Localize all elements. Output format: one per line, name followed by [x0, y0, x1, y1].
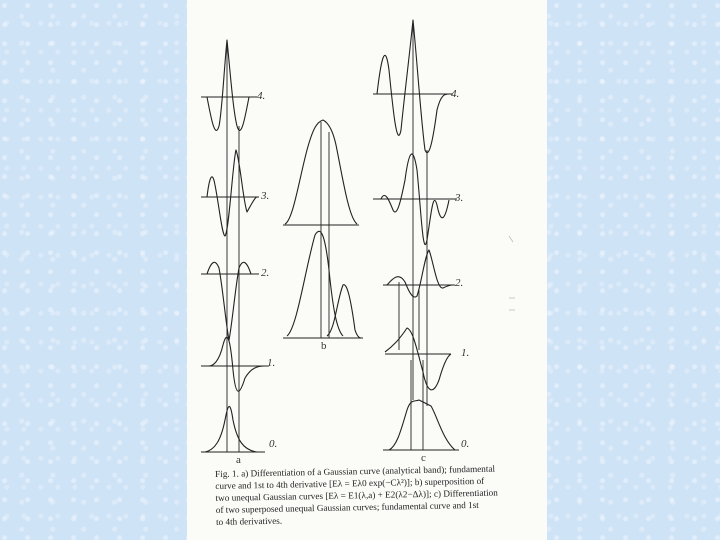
panel-a-label-0: 0.	[269, 438, 278, 450]
panel-a-label-1: 1.	[267, 357, 276, 369]
panel-c-label-1: 1.	[461, 347, 470, 359]
panel-a-4th-derivative	[201, 40, 257, 130]
panel-c-2nd-derivative	[383, 250, 455, 350]
panel-c-3rd-derivative	[373, 154, 457, 245]
panel-a-fundamental	[201, 406, 265, 452]
derivative-figure	[187, 0, 547, 470]
panel-a-1st-derivative	[201, 337, 269, 391]
panel-c-fundamental	[383, 360, 459, 450]
panel-c-1st-derivative	[385, 328, 451, 390]
caption-line: two unequal Gaussian curves [Eλ = E1(λ,a) + E2(λ2−Δλ)]; c) Differentiation	[215, 487, 498, 503]
panel-a-label-3: 3.	[261, 190, 270, 202]
caption-line: to 4th derivatives.	[215, 515, 283, 527]
caption-line: of two superposed unequal Gaussian curves; fundamental curve and 1st	[215, 499, 479, 515]
panel-a-3rd-derivative	[201, 150, 259, 236]
figure-caption	[215, 462, 544, 528]
document-page	[187, 0, 547, 540]
panel-a-letter: a	[236, 454, 241, 466]
panel-a-label-2: 2.	[261, 267, 270, 279]
panel-b-letter: b	[321, 340, 327, 352]
panel-a-2nd-derivative	[201, 262, 259, 340]
panel-b-superposed-curve	[283, 120, 359, 338]
panel-b-two-gaussians	[283, 231, 363, 338]
page-smudge	[509, 236, 515, 310]
panel-c-label-0: 0.	[461, 438, 470, 450]
panel-a-label-4: 4.	[257, 90, 266, 102]
panel-c-label-2: 2.	[455, 277, 464, 289]
caption-line: Fig. 1. a) Differentiation of a Gaussian curve (analytical band); fundamental	[215, 463, 496, 479]
panel-c-label-3: 3.	[455, 192, 464, 204]
caption-line: curve and 1st to 4th derivative [Eλ = Eλ0 exp(−Cλ²)]; b) superposition of	[215, 475, 485, 491]
panel-c-letter: c	[421, 452, 426, 464]
panel-c-label-4: 4.	[451, 88, 460, 100]
